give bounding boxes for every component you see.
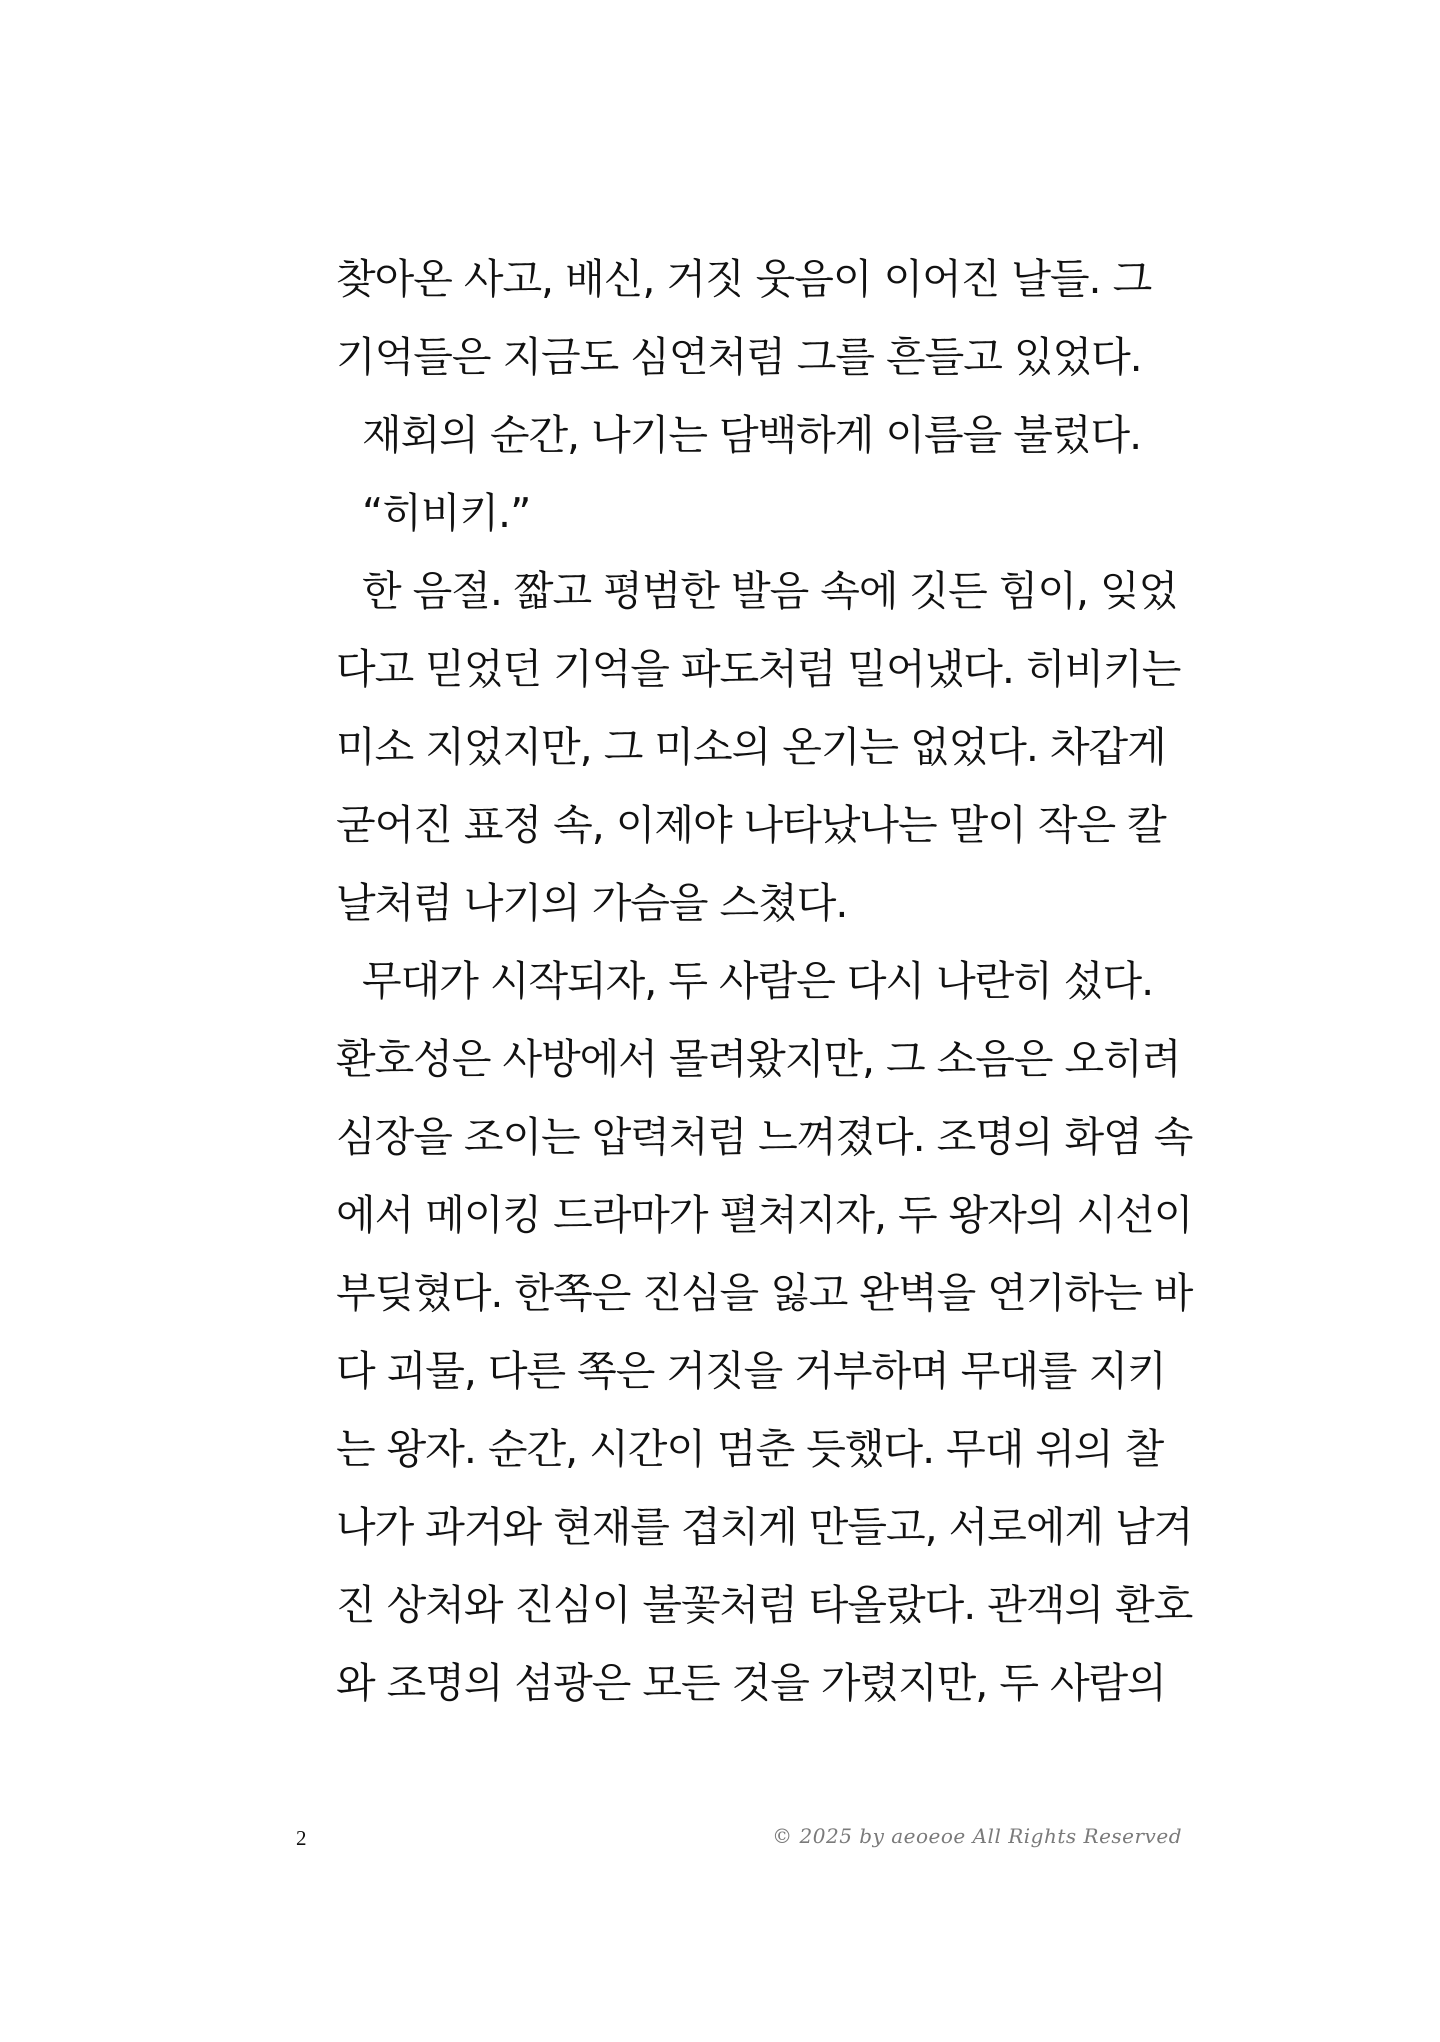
text-line: 환호성은 사방에서 몰려왔지만, 그 소음은 오히려 xyxy=(336,1035,1181,1083)
copyright-notice: © 2025 by aeoeoe All Rights Reserved xyxy=(772,1824,1182,1848)
text-line: 심장을 조이는 압력처럼 느껴졌다. 조명의 화염 속 xyxy=(336,1113,1193,1161)
text-line: 재회의 순간, 나기는 담백하게 이름을 불렀다. xyxy=(362,411,1142,459)
text-line: 나가 과거와 현재를 겹치게 만들고, 서로에게 남겨 xyxy=(336,1503,1193,1551)
text-line: “히비키.” xyxy=(362,489,531,537)
text-line: 미소 지었지만, 그 미소의 온기는 없었다. 차갑게 xyxy=(336,723,1166,771)
text-line: 다고 믿었던 기억을 파도처럼 밀어냈다. 히비키는 xyxy=(336,645,1181,693)
text-line: 와 조명의 섬광은 모든 것을 가렸지만, 두 사람의 xyxy=(336,1659,1166,1707)
text-line: 날처럼 나기의 가슴을 스쳤다. xyxy=(336,879,848,927)
body-text xyxy=(336,248,1193,1730)
text-line: 기억들은 지금도 심연처럼 그를 흔들고 있었다. xyxy=(336,333,1142,381)
text-line: 부딪혔다. 한쪽은 진심을 잃고 완벽을 연기하는 바 xyxy=(336,1269,1193,1317)
text-line: 한 음절. 짧고 평범한 발음 속에 깃든 힘이, 잊었 xyxy=(362,567,1178,615)
text-line: 는 왕자. 순간, 시간이 멈춘 듯했다. 무대 위의 찰 xyxy=(336,1425,1164,1473)
text-line: 무대가 시작되자, 두 사람은 다시 나란히 섰다. xyxy=(362,957,1154,1005)
text-line: 에서 메이킹 드라마가 펼쳐지자, 두 왕자의 시선이 xyxy=(336,1191,1193,1239)
text-line: 다 괴물, 다른 쪽은 거짓을 거부하며 무대를 지키 xyxy=(336,1347,1166,1395)
text-line: 굳어진 표정 속, 이제야 나타났나는 말이 작은 칼 xyxy=(336,801,1166,849)
page-number: 2 xyxy=(296,1826,307,1850)
text-line: 진 상처와 진심이 불꽃처럼 타올랐다. 관객의 환호 xyxy=(336,1581,1193,1629)
text-line: 찾아온 사고, 배신, 거짓 웃음이 이어진 날들. 그 xyxy=(336,255,1152,303)
